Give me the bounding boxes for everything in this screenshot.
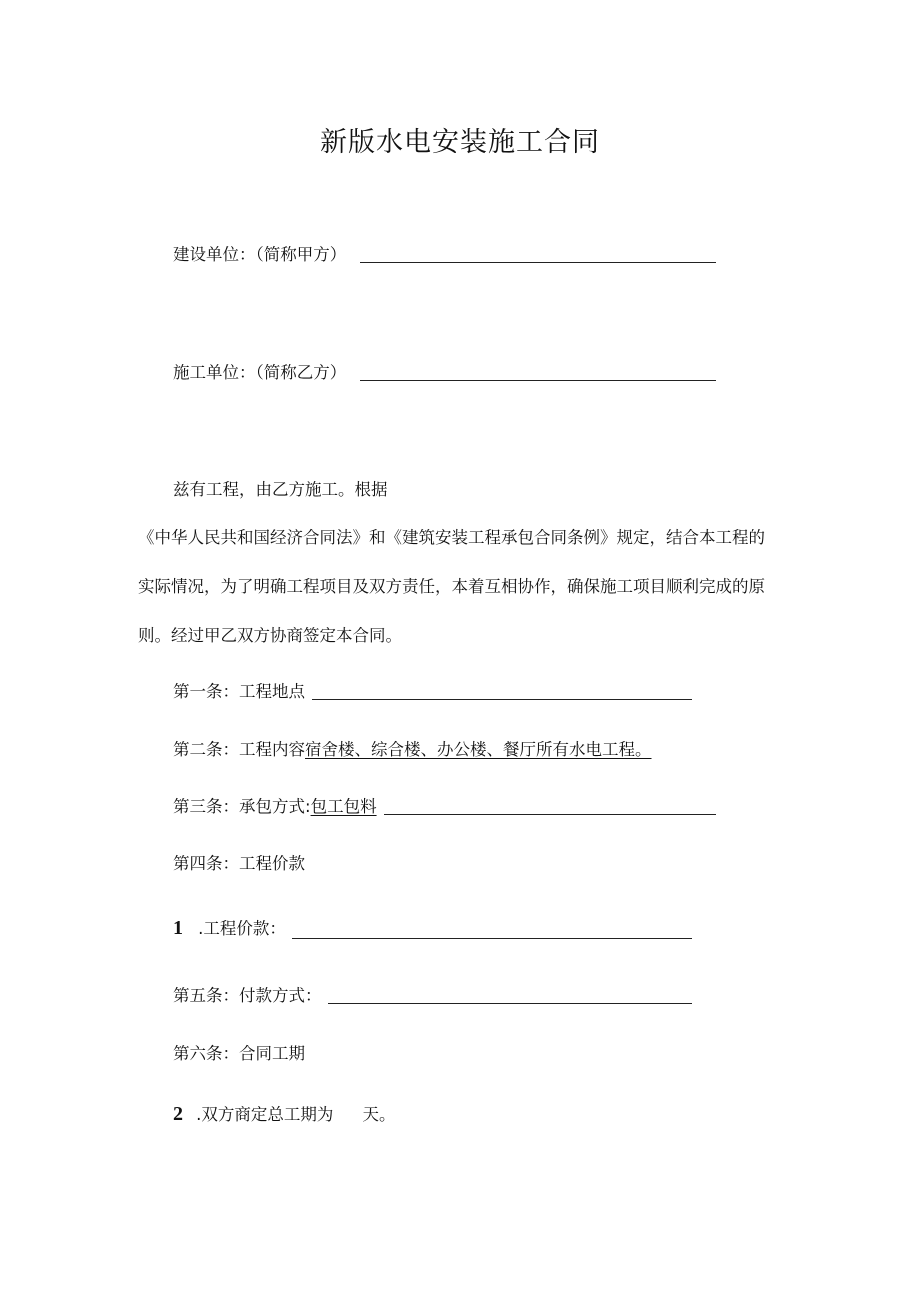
- item-2-row: [173, 1103, 395, 1126]
- article-3-row: [173, 796, 377, 818]
- article-1-blank: [312, 699, 692, 700]
- item-1-blank: [292, 938, 692, 939]
- item-2-unit: 天。: [362, 1105, 396, 1124]
- item-1-row: [173, 917, 286, 940]
- article-3-value: 包工包料: [310, 797, 377, 816]
- item-1-label: .工程价款：: [198, 919, 286, 938]
- party-a-label: 建设单位：（简称甲方）: [173, 245, 347, 264]
- article-1-label: 第一条：工程地点: [173, 682, 305, 701]
- party-b-label: 施工单位：（简称乙方）: [173, 363, 347, 382]
- article-2-value: 宿舍楼、综合楼、办公楼、餐厅所有水电工程。: [305, 740, 652, 759]
- intro-line-2: 《中华人民共和国经济合同法》和《建筑安装工程承包合同条例》规定，结合本工程的: [138, 528, 765, 547]
- article-3-label: 第三条：承包方式:: [173, 797, 311, 816]
- intro-line-3: 实际情况，为了明确工程项目及双方责任，本着互相协作，确保施工项目顺利完成的原: [138, 577, 765, 596]
- article-3-blank: [384, 814, 716, 815]
- item-2-number: 2: [173, 1103, 183, 1125]
- item-1-number: 1: [173, 917, 183, 939]
- item-2-label: .双方商定总工期为: [196, 1105, 334, 1124]
- article-6-label: 第六条：合同工期: [173, 1044, 305, 1063]
- intro-line-1: 兹有工程，由乙方施工。根据: [173, 480, 388, 499]
- party-b-blank: [360, 380, 716, 381]
- article-2-label: 第二条：工程内容: [173, 740, 305, 759]
- intro-line-4: 则。经过甲乙双方协商签定本合同。: [138, 626, 402, 645]
- article-4-label: 第四条：工程价款: [173, 854, 305, 873]
- party-a-blank: [360, 262, 716, 263]
- article-5-blank: [328, 1003, 692, 1004]
- article-2-row: [173, 739, 652, 761]
- document-title: 新版水电安装施工合同: [320, 127, 600, 158]
- article-5-label: 第五条：付款方式：: [173, 986, 322, 1005]
